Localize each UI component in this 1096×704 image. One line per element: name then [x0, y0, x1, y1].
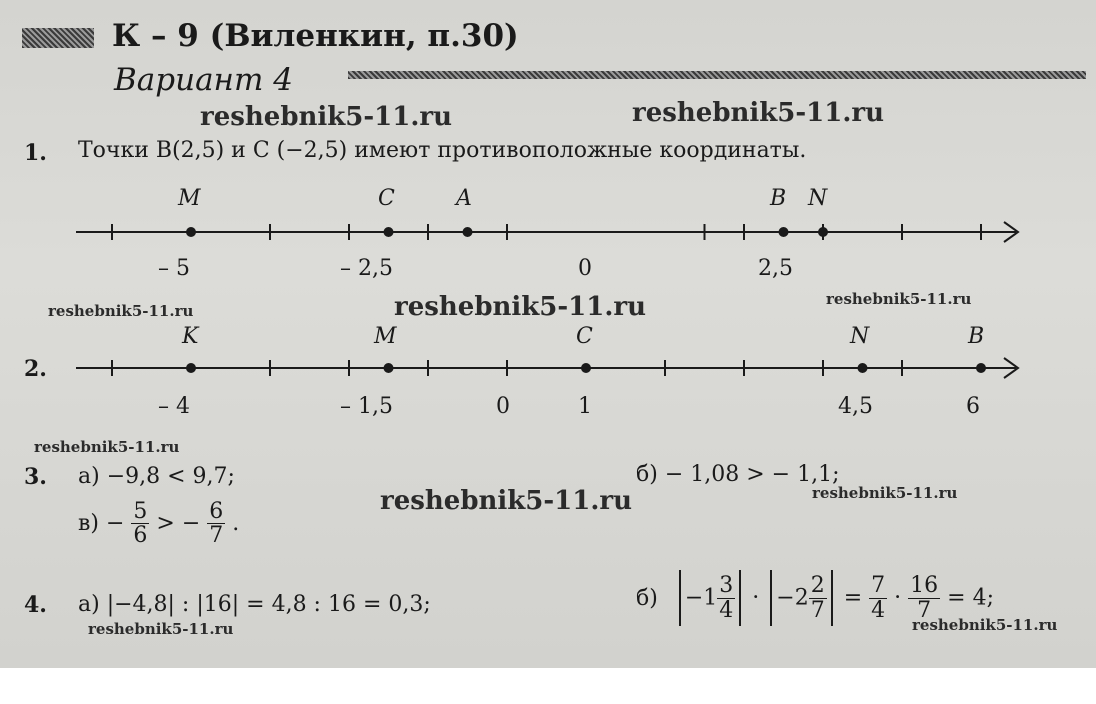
task3-part-b: б) − 1,08 > − 1,1;: [636, 462, 840, 487]
point-label-C: C: [378, 186, 395, 211]
point-label-N: N: [808, 186, 828, 211]
numerator: 6: [209, 499, 224, 524]
bottom-white-band: [0, 668, 1096, 704]
point-label-C: C: [576, 324, 593, 349]
numerator: 16: [910, 573, 939, 599]
tick-label: – 5: [158, 256, 190, 281]
fraction: [908, 574, 940, 621]
task4-part-a: а) |−4,8| : |16| = 4,8 : 16 = 0,3;: [78, 592, 431, 617]
watermark: reshebnik5-11.ru: [200, 102, 453, 132]
point-dot-M: [186, 227, 196, 237]
tick-label: – 1,5: [340, 394, 393, 419]
point-label-K: K: [182, 324, 199, 349]
point-label-M: M: [178, 186, 201, 211]
page-title: К – 9 (Виленкин, п.30): [112, 18, 519, 54]
numerator: 5: [133, 499, 148, 524]
multiply-dot: ·: [752, 585, 760, 611]
tick-label: – 2,5: [340, 256, 393, 281]
abs-bar: [831, 570, 833, 626]
tick-label: – 4: [158, 394, 190, 419]
mixed-whole: −1: [684, 585, 718, 611]
task4-b-prefix: б): [636, 585, 658, 611]
point-dot-B: [976, 363, 986, 373]
fraction: [207, 500, 225, 547]
point-dot-N: [818, 227, 828, 237]
abs-bar: [739, 570, 741, 626]
point-label-A: A: [456, 186, 472, 211]
watermark: reshebnik5-11.ru: [826, 290, 972, 308]
equals: =: [843, 585, 870, 611]
variant-title: Вариант 4: [114, 62, 293, 98]
task3-number: 3.: [24, 464, 47, 490]
point-dot-N: [858, 363, 868, 373]
numerator: 7: [871, 573, 886, 599]
watermark: reshebnik5-11.ru: [912, 616, 1058, 634]
task3-v-mid: > −: [156, 511, 201, 537]
watermark: reshebnik5-11.ru: [632, 98, 885, 128]
denominator: 7: [917, 597, 932, 623]
watermark: reshebnik5-11.ru: [812, 484, 958, 502]
mixed-whole: −2: [776, 585, 809, 611]
variant-rule: [348, 71, 1086, 79]
task4-part-b: [636, 570, 994, 626]
tick-label: 6: [966, 394, 980, 419]
watermark: reshebnik5-11.ru: [88, 620, 234, 638]
denominator: 6: [133, 523, 148, 549]
point-label-B: B: [968, 324, 985, 349]
tick-label: 0: [496, 394, 510, 419]
denominator: 4: [719, 597, 734, 623]
point-dot-M: [384, 363, 394, 373]
point-dot-K: [186, 363, 196, 373]
fraction: [131, 500, 149, 547]
task3-v-end: .: [232, 511, 240, 537]
point-dot-B: [779, 227, 789, 237]
denominator: 7: [209, 523, 224, 549]
point-label-N: N: [850, 324, 870, 349]
task3-part-v: [78, 500, 239, 547]
fraction: [717, 574, 735, 621]
point-dot-C: [581, 363, 591, 373]
point-label-B: B: [770, 186, 787, 211]
task1-number: 1.: [24, 140, 47, 166]
task4-number: 4.: [24, 592, 47, 618]
task4-b-result: = 4;: [947, 585, 994, 611]
task3-part-a: а) −9,8 < 9,7;: [78, 464, 235, 489]
point-dot-C: [384, 227, 394, 237]
denominator: 7: [810, 597, 825, 623]
task2-number: 2.: [24, 356, 47, 382]
tick-label: 4,5: [838, 394, 873, 419]
fraction: [869, 574, 887, 621]
watermark: reshebnik5-11.ru: [394, 292, 647, 322]
point-label-M: M: [374, 324, 397, 349]
abs-bar: [770, 570, 772, 626]
multiply-dot: ·: [894, 585, 902, 611]
denominator: 4: [871, 597, 886, 623]
tick-label: 1: [578, 394, 592, 419]
task3-v-prefix: в) −: [78, 511, 125, 537]
watermark: reshebnik5-11.ru: [48, 302, 194, 320]
tick-label: 2,5: [758, 256, 793, 281]
tick-label: 0: [578, 256, 592, 281]
header-hatch-block: [22, 28, 94, 48]
task1-text: Точки B(2,5) и C (−2,5) имеют противоположные координаты.: [78, 138, 807, 163]
abs-bar: [679, 570, 681, 626]
fraction: [809, 574, 827, 621]
point-dot-A: [463, 227, 473, 237]
watermark: reshebnik5-11.ru: [380, 486, 633, 516]
watermark: reshebnik5-11.ru: [34, 438, 180, 456]
numerator: 2: [810, 573, 825, 599]
numerator: 3: [719, 573, 734, 599]
